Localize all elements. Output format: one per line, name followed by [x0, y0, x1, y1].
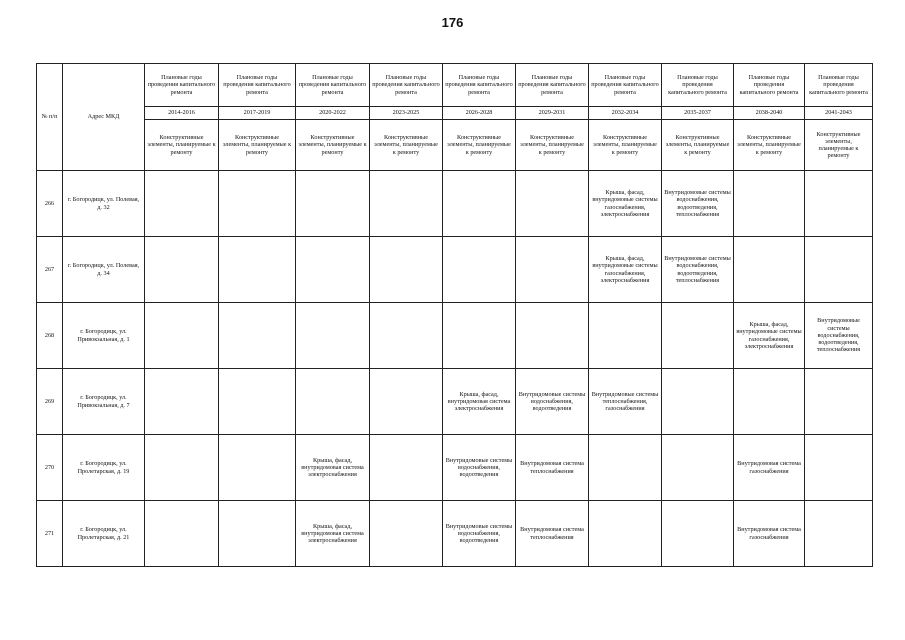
header-period-2035-2037: 2035-2037: [662, 107, 734, 120]
header-planned-years: Плановые годы проведения капитального ремонта: [219, 64, 296, 107]
header-period-2020-2022: 2020-2022: [296, 107, 370, 120]
row-cell-2017-2019: [219, 237, 296, 303]
page-number: 176: [441, 15, 464, 30]
row-cell-2038-2040: [734, 369, 805, 435]
row-number: 269: [37, 369, 63, 435]
header-elements: Конструктивные элементы, планируемые к ремонту: [662, 120, 734, 171]
header-planned-years: Плановые годы проведения капитального ремонта: [145, 64, 219, 107]
header-planned-years: Плановые годы проведения капитального ремонта: [805, 64, 873, 107]
row-cell-2014-2016: [145, 303, 219, 369]
row-cell-2035-2037: [662, 303, 734, 369]
row-cell-2026-2028: Внутридомовые системы водоснабжения, водоотведения: [443, 501, 516, 567]
header-period-2038-2040: 2038-2040: [734, 107, 805, 120]
row-number: 270: [37, 435, 63, 501]
header-planned-years: Плановые годы проведения капитального ремонта: [516, 64, 589, 107]
row-cell-2041-2043: [805, 501, 873, 567]
row-cell-2020-2022: [296, 171, 370, 237]
row-cell-2029-2031: Внутридомовые системы водоснабжения, водоотведения: [516, 369, 589, 435]
header-period-2026-2028: 2026-2028: [443, 107, 516, 120]
header-elements: Конструктивные элементы, планируемые к ремонту: [734, 120, 805, 171]
table-header: [37, 64, 873, 171]
header-period-2029-2031: 2029-2031: [516, 107, 589, 120]
row-cell-2035-2037: [662, 501, 734, 567]
table-row: [37, 237, 873, 303]
row-address: г. Богородицк, ул. Полевая, д. 32: [63, 171, 145, 237]
row-cell-2038-2040: Внутридомовая система газоснабжения: [734, 435, 805, 501]
row-cell-2029-2031: Внутридомовая система теплоснабжения: [516, 435, 589, 501]
row-cell-2026-2028: [443, 237, 516, 303]
row-cell-2041-2043: [805, 171, 873, 237]
row-cell-2014-2016: [145, 171, 219, 237]
row-address: г. Богородицк, ул. Привокзальная, д. 7: [63, 369, 145, 435]
row-cell-2032-2034: [589, 435, 662, 501]
row-cell-2017-2019: [219, 369, 296, 435]
row-cell-2014-2016: [145, 435, 219, 501]
header-elements: Конструктивные элементы, планируемые к ремонту: [145, 120, 219, 171]
row-cell-2017-2019: [219, 435, 296, 501]
row-address: г. Богородицк, ул. Пролетарская, д. 21: [63, 501, 145, 567]
header-planned-years: Плановые годы проведения капитального ремонта: [589, 64, 662, 107]
row-cell-2026-2028: Крыша, фасад, внутридомовая система электроснабжения: [443, 369, 516, 435]
row-cell-2035-2037: Внутридомовые системы водоснабжения, водоотведения, теплоснабжения: [662, 237, 734, 303]
row-number: 267: [37, 237, 63, 303]
header-elements: Конструктивные элементы, планируемые к ремонту: [589, 120, 662, 171]
row-cell-2023-2025: [370, 501, 443, 567]
row-cell-2035-2037: [662, 369, 734, 435]
row-cell-2020-2022: [296, 303, 370, 369]
row-cell-2029-2031: [516, 237, 589, 303]
header-period-2032-2034: 2032-2034: [589, 107, 662, 120]
table-row: [37, 369, 873, 435]
row-cell-2032-2034: [589, 501, 662, 567]
repair-schedule-table: [36, 63, 873, 567]
row-cell-2023-2025: [370, 171, 443, 237]
row-cell-2041-2043: [805, 237, 873, 303]
table-body: [37, 171, 873, 567]
header-period-2017-2019: 2017-2019: [219, 107, 296, 120]
row-cell-2032-2034: Крыша, фасад, внутридомовые системы газоснабжения, электроснабжения: [589, 237, 662, 303]
row-cell-2014-2016: [145, 501, 219, 567]
row-address: г. Богородицк, ул. Полевая, д. 34: [63, 237, 145, 303]
header-elements: Конструктивные элементы, планируемые к ремонту: [805, 120, 873, 171]
header-planned-years: Плановые годы проведения капитального ремонта: [662, 64, 734, 107]
header-elements: Конструктивные элементы, планируемые к ремонту: [370, 120, 443, 171]
row-cell-2017-2019: [219, 303, 296, 369]
row-cell-2038-2040: [734, 237, 805, 303]
row-cell-2020-2022: [296, 237, 370, 303]
row-cell-2023-2025: [370, 369, 443, 435]
header-period-2023-2025: 2023-2025: [370, 107, 443, 120]
row-cell-2014-2016: [145, 237, 219, 303]
header-num: № п/п: [37, 64, 63, 171]
header-elements: Конструктивные элементы, планируемые к ремонту: [443, 120, 516, 171]
row-address: г. Богородицк, ул. Пролетарская, д. 19: [63, 435, 145, 501]
row-cell-2014-2016: [145, 369, 219, 435]
row-cell-2020-2022: [296, 369, 370, 435]
row-cell-2026-2028: [443, 303, 516, 369]
header-elements: Конструктивные элементы, планируемые к ремонту: [516, 120, 589, 171]
row-cell-2038-2040: Крыша, фасад, внутридомовые системы газоснабжения, электроснабжения: [734, 303, 805, 369]
row-cell-2041-2043: Внутридомовые системы водоснабжения, водоотведения, теплоснабжения: [805, 303, 873, 369]
row-cell-2032-2034: Внутридомовые системы теплоснабжения, газоснабжения: [589, 369, 662, 435]
header-elements: Конструктивные элементы, планируемые к ремонту: [219, 120, 296, 171]
row-cell-2035-2037: [662, 435, 734, 501]
table-row: [37, 303, 873, 369]
table-row: [37, 501, 873, 567]
row-cell-2023-2025: [370, 303, 443, 369]
header-period-2014-2016: 2014-2016: [145, 107, 219, 120]
row-cell-2029-2031: Внутридомовая система теплоснабжения: [516, 501, 589, 567]
header-address: Адрес МКД: [63, 64, 145, 171]
row-cell-2017-2019: [219, 501, 296, 567]
row-cell-2032-2034: [589, 303, 662, 369]
table-row: [37, 171, 873, 237]
row-cell-2020-2022: Крыша, фасад, внутридомовая система электроснабжения: [296, 435, 370, 501]
row-cell-2035-2037: Внутридомовые системы водоснабжения, водоотведения, теплоснабжения: [662, 171, 734, 237]
row-cell-2041-2043: [805, 369, 873, 435]
row-number: 268: [37, 303, 63, 369]
header-period-2041-2043: 2041-2043: [805, 107, 873, 120]
header-planned-years: Плановые годы проведения капитального ремонта: [296, 64, 370, 107]
header-planned-years: Плановые годы проведения капитального ремонта: [370, 64, 443, 107]
row-cell-2026-2028: [443, 171, 516, 237]
row-cell-2023-2025: [370, 435, 443, 501]
row-cell-2020-2022: Крыша, фасад, внутридомовая система электроснабжения: [296, 501, 370, 567]
row-number: 266: [37, 171, 63, 237]
row-cell-2041-2043: [805, 435, 873, 501]
row-cell-2038-2040: Внутридомовая система газоснабжения: [734, 501, 805, 567]
row-cell-2029-2031: [516, 303, 589, 369]
header-planned-years: Плановые годы проведения капитального ремонта: [443, 64, 516, 107]
table-row: [37, 435, 873, 501]
row-cell-2017-2019: [219, 171, 296, 237]
row-address: г. Богородицк, ул. Привокзальная, д. 1: [63, 303, 145, 369]
row-cell-2023-2025: [370, 237, 443, 303]
header-elements: Конструктивные элементы, планируемые к ремонту: [296, 120, 370, 171]
row-cell-2029-2031: [516, 171, 589, 237]
row-number: 271: [37, 501, 63, 567]
row-cell-2032-2034: Крыша, фасад, внутридомовые системы газоснабжения, электроснабжения: [589, 171, 662, 237]
row-cell-2038-2040: [734, 171, 805, 237]
row-cell-2026-2028: Внутридомовые системы водоснабжения, водоотведения: [443, 435, 516, 501]
header-planned-years: Плановые годы проведения капитального ремонта: [734, 64, 805, 107]
